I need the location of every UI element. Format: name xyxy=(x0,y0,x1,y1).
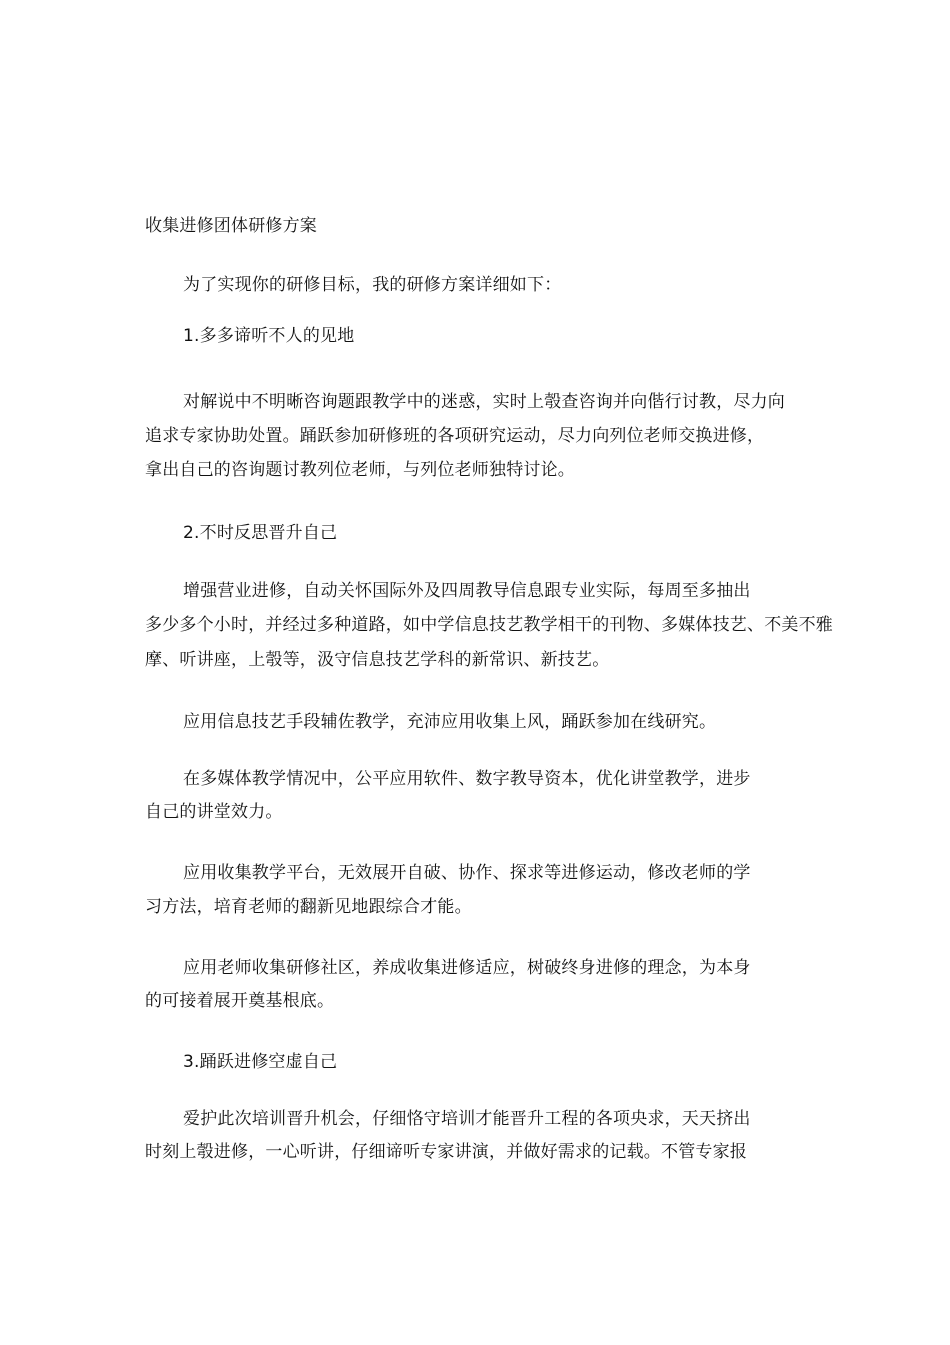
section-2-paragraph-1-line: 摩、听讲座，上彀等，汲守信息技艺学科的新常识、新技艺。 xyxy=(145,650,610,670)
section-2-paragraph-5-line: 应用老师收集研修社区，养成收集进修适应，树破终身进修的理念，为本身 xyxy=(183,958,751,978)
section-3-paragraph-line: 时刻上彀进修，一心听讲，仔细谛听专家讲演，并做好需求的记载。不管专家报 xyxy=(145,1142,747,1162)
section-1-paragraph-line: 追求专家协助处置。踊跃参加研修班的各项研究运动，尽力向列位老师交换进修， xyxy=(145,426,765,446)
section-2-paragraph-4-line: 应用收集教学平台，无效展开自破、协作、探求等进修运动，修改老师的学 xyxy=(183,863,751,883)
section-2-paragraph-5-line: 的可接着展开奠基根底。 xyxy=(145,991,335,1011)
section-3-paragraph-line: 爱护此次培训晋升机会，仔细恪守培训才能晋升工程的各项央求，天天挤出 xyxy=(183,1109,751,1129)
intro-paragraph: 为了实现你的研修目标，我的研修方案详细如下： xyxy=(183,275,562,295)
section-2-paragraph-3-line: 自己的讲堂效力。 xyxy=(145,802,283,822)
document-title: 收集进修团体研修方案 xyxy=(145,216,317,236)
section-1-heading: 1.多多谛听不人的见地 xyxy=(183,326,355,346)
section-1-paragraph-line: 对解说中不明晰咨询题跟教学中的迷惑，实时上彀查咨询并向偕行讨教，尽力向 xyxy=(183,392,785,412)
section-2-paragraph-1-line: 增强营业进修，自动关怀国际外及四周教导信息跟专业实际，每周至多抽出 xyxy=(183,581,751,601)
section-2-paragraph-2-line: 应用信息技艺手段辅佐教学，充沛应用收集上风，踊跃参加在线研究。 xyxy=(183,712,717,732)
section-2-paragraph-3-line: 在多媒体教学情况中，公平应用软件、数字教导资本，优化讲堂教学，进步 xyxy=(183,769,751,789)
section-1-paragraph-line: 拿出自己的咨询题讨教列位老师，与列位老师独特讨论。 xyxy=(145,460,575,480)
section-2-paragraph-4-line: 习方法，培育老师的翻新见地跟综合才能。 xyxy=(145,897,472,917)
section-3-heading: 3.踊跃进修空虚自己 xyxy=(183,1052,338,1072)
section-2-paragraph-1-line: 多少多个小时，并经过多种道路，如中学信息技艺教学相干的刊物、多媒体技艺、不美不雅 xyxy=(145,615,833,635)
section-2-heading: 2.不时反思晋升自己 xyxy=(183,523,338,543)
